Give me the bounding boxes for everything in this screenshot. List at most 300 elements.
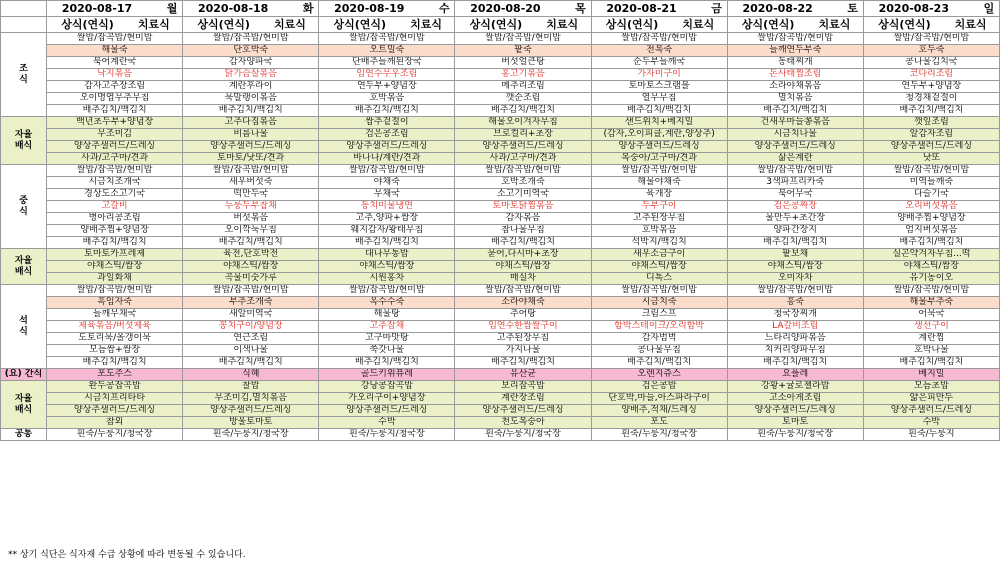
snack-menu-item: 골드키위퓨레 [319,369,455,381]
self_eve-menu-item: 방울토마토 [183,417,319,429]
self_eve-label: 자율 배식 [1,381,47,429]
breakfast-menu-item: 배추김치/백김치 [727,105,863,117]
dinner-menu-item: 쌀밥/잡곡밥/현미밥 [863,285,999,297]
self_eve-menu-item: 가오리구이+양념장 [319,393,455,405]
corner-cell [1,17,47,33]
breakfast-menu-item: 쌀밥/잡곡밥/현미밥 [591,33,727,45]
self_eve-menu-item: 강황+귤로젤라밥 [727,381,863,393]
corner-cell [1,1,47,17]
dinner-menu-item: 이색나물 [183,345,319,357]
breakfast-menu-item: 쌀밥/잡곡밥/현미밥 [863,33,999,45]
self_eve-menu-item: 토마토 [727,417,863,429]
sub-header [455,17,591,33]
dinner-menu-item: 소라야채죽 [455,297,591,309]
lunch-menu-item: 북어무국 [727,189,863,201]
dinner-menu-item: 모듬쌈+쌈장 [47,345,183,357]
self_am-menu-item: 브로컬리+초장 [455,129,591,141]
snack-row [1,369,1000,381]
lunch-menu-item: 배추김치/백김치 [455,237,591,249]
lunch-menu-item: 배추김치/백김치 [47,237,183,249]
breakfast-menu-item: 깻순조림 [455,93,591,105]
self_pm-menu-item: 팥보채 [727,249,863,261]
therapy-diet-label: 치료식 [137,18,170,31]
dinner-menu-item: 해물부추죽 [863,297,999,309]
self_eve-menu-item: 수박 [863,417,999,429]
common-menu-item: 흰죽/누룽지/청국장 [455,429,591,441]
breakfast-menu-item: 배추김치/백김치 [319,105,455,117]
self_eve-row [1,417,1000,429]
self_pm-menu-item: 야채스틱/쌈장 [455,261,591,273]
breakfast-menu-item: 콩나물김치국 [863,57,999,69]
dinner-menu-item: 감자범벅 [591,333,727,345]
lunch-menu-item: 3색파프리카죽 [727,177,863,189]
common-menu-item: 흰죽/누룽지 [863,429,999,441]
dinner-row [1,357,1000,369]
breakfast-menu-item: 오트밀죽 [319,45,455,57]
lunch-menu-item: 배추김치/백김치 [183,237,319,249]
weekday-text: 금 [711,2,722,15]
date-text: 2020-08-18 [197,2,269,15]
breakfast-menu-item: 연두부+양념장 [319,81,455,93]
self_pm-row [1,261,1000,273]
snack-menu-item: 식혜 [183,369,319,381]
dinner-menu-item: 시금치죽 [591,297,727,309]
self_pm-menu-item: 시원홍차 [319,273,455,285]
self_am-menu-item: 사과/고구마/견과 [47,153,183,165]
self_eve-menu-item: 천도복숭아 [455,417,591,429]
self_pm-menu-item: 실곤약겨자무침...떡 [863,249,999,261]
lunch-menu-item: 석박지/백김치 [591,237,727,249]
dinner-menu-item: 쌀밥/잡곡밥/현미밥 [727,285,863,297]
dinner-menu-item: 쌀밥/잡곡밥/현미밥 [591,285,727,297]
self_eve-menu-item: 모듬초밥 [863,381,999,393]
dinner-menu-item: 쌀밥/잡곡밥/현미밥 [319,285,455,297]
dinner-menu-item: 콩나물무침 [591,345,727,357]
breakfast-row [1,69,1000,81]
common-menu-item: 흰죽/누룽지/청국장 [319,429,455,441]
dinner-menu-item: 연근조림 [183,333,319,345]
dinner-menu-item: 배추김치/백김치 [727,357,863,369]
breakfast-menu-item: 묵말랭이볶음 [183,93,319,105]
weekday-text: 일 [983,2,995,15]
lunch-menu-item: 떡만두국 [183,189,319,201]
dinner-menu-item: 함박스테이크/오리함박 [591,321,727,333]
self_am-menu-item: 고추다짐볶음 [183,117,319,129]
lunch-menu-item: 엄지버섯볶음 [863,225,999,237]
weekday-text: 월 [166,2,178,15]
breakfast-menu-item: 순두부들깨국 [591,57,727,69]
dinner-menu-item: 치커리양파무침 [727,345,863,357]
regular-diet-label: 상식(연식) [197,18,250,31]
self_eve-menu-item: 참외 [47,417,183,429]
breakfast-menu-item: 낙지볶음 [47,69,183,81]
lunch-menu-item: 토마토닭찜볶음 [455,201,591,213]
dinner-menu-item: 쑥갓나물 [319,345,455,357]
breakfast-row [1,57,1000,69]
date-header [727,1,863,17]
dinner-menu-item: 도토리묵/올갱이묵 [47,333,183,345]
regular-diet-label: 상식(연식) [605,18,659,31]
dinner-menu-item: 크림스프 [591,309,727,321]
self_eve-menu-item: 양배추,적채/드레싱 [591,405,727,417]
dinner-menu-item: 배추김치/백김치 [47,357,183,369]
breakfast-menu-item: 계란후라이 [183,81,319,93]
self_am-menu-item: 양상추샐러드/드레싱 [455,141,591,153]
dinner-menu-item: 쌀밥/잡곡밥/현미밥 [455,285,591,297]
self_pm-menu-item: 오미자차 [727,273,863,285]
self_am-menu-item: 쌈추겉절이 [319,117,455,129]
self_eve-menu-item: 완두콩잡곡밥 [47,381,183,393]
lunch-row [1,225,1000,237]
common-menu-item: 흰죽/누룽지/청국장 [591,429,727,441]
breakfast-menu-item: 임연수무우조림 [319,69,455,81]
self_pm-menu-item: 야채스틱/쌈장 [183,261,319,273]
lunch-menu-item: 무채국 [319,189,455,201]
dinner-menu-item: 배추김치/백김치 [863,357,999,369]
self_pm-menu-item: 디톡스 [591,273,727,285]
lunch-menu-item: 쌀밥/잡곡밥/현미밥 [455,165,591,177]
self_pm-menu-item: 곡물미숫가루 [183,273,319,285]
lunch-row [1,237,1000,249]
dinner-row [1,333,1000,345]
self_am-menu-item: 복숭아/고구마/견과 [591,153,727,165]
self_eve-menu-item: 무조미김,멸치볶음 [183,393,319,405]
footnote: ** 상기 식단은 식자재 수급 상황에 따라 변동될 수 있습니다. [8,550,246,560]
weekday-text: 목 [575,2,586,15]
date-text: 2020-08-19 [334,2,405,15]
breakfast-menu-item: 단호박죽 [183,45,319,57]
lunch-menu-item: 양배추찜+양념장 [863,213,999,225]
date-text: 2020-08-22 [742,2,813,15]
regular-diet-label: 상식(연식) [741,18,795,31]
dinner-menu-item: 배추김치/백김치 [455,357,591,369]
breakfast-menu-item: 배추김치/백김치 [591,105,727,117]
breakfast-menu-item: 가자미구이 [591,69,727,81]
dinner-menu-item: 추어탕 [455,309,591,321]
lunch-menu-item: 오이깍둑무침 [183,225,319,237]
lunch-menu-item: 양배추찜+양념장 [47,225,183,237]
dinner-menu-item: 고추잡채 [319,321,455,333]
lunch-menu-item: 동치미물냉면 [319,201,455,213]
lunch-menu-item: 고갈비 [47,201,183,213]
breakfast-row [1,33,1000,45]
date-text: 2020-08-17 [61,2,133,15]
lunch-menu-item: 새우버섯죽 [183,177,319,189]
lunch-menu-item: 쌀밥/잡곡밥/현미밥 [319,165,455,177]
date-header [47,1,183,17]
lunch-menu-item: 감자볶음 [455,213,591,225]
self_am-menu-item: 해물오이겨자무침 [455,117,591,129]
breakfast-menu-item: 배추김치/백김치 [47,105,183,117]
lunch-row [1,165,1000,177]
lunch-menu-item: 육개장 [591,189,727,201]
weekday-text: 토 [847,2,859,15]
lunch-menu-item: 물만두+초간장 [727,213,863,225]
breakfast-menu-item: 홍고기볶음 [455,69,591,81]
lunch-menu-item: 쌀밥/잡곡밥/현미밥 [863,165,999,177]
self_pm-menu-item: 야채스틱/쌈장 [727,261,863,273]
dinner-row [1,309,1000,321]
breakfast-menu-item: 해물죽 [47,45,183,57]
self_am-row [1,153,1000,165]
dinner-menu-item: 느타리양파볶음 [727,333,863,345]
weekday-text: 수 [439,2,450,15]
lunch-row [1,177,1000,189]
self_pm-menu-item: 야채스틱/쌈장 [591,261,727,273]
self_pm-menu-item: 야채스틱/쌈장 [47,261,183,273]
breakfast-row [1,93,1000,105]
breakfast-menu-item: 청경채겉절이 [863,93,999,105]
lunch-menu-item: 웨지감자/왕태무침 [319,225,455,237]
dinner-row [1,321,1000,333]
self_pm-menu-item: 육전,단호박전 [183,249,319,261]
self_am-row [1,129,1000,141]
self_am-menu-item: 양상추샐러드/드레싱 [727,141,863,153]
breakfast-menu-item: 닭가슴살볶음 [183,69,319,81]
lunch-menu-item: 누룽두부찹채 [183,201,319,213]
therapy-diet-label: 치료식 [410,18,442,31]
snack-menu-item: 유산균 [455,369,591,381]
lunch-row [1,201,1000,213]
lunch-menu-item: 배추김치/백김치 [863,237,999,249]
snack-menu-item: 베지밀 [863,369,999,381]
date-header-row [1,1,1000,17]
breakfast-menu-item: 전복죽 [591,45,727,57]
dinner-row [1,285,1000,297]
dinner-menu-item: 배추김치/백김치 [183,357,319,369]
self_am-row [1,141,1000,153]
lunch-row [1,213,1000,225]
self_eve-menu-item: 찰밥 [183,381,319,393]
dinner-menu-item: 어묵국 [863,309,999,321]
dinner-menu-item: 계란찜 [863,333,999,345]
self_am-menu-item: 양상추샐러드/드레싱 [319,141,455,153]
breakfast-menu-item: 쌀밥/잡곡밥/현미밥 [727,33,863,45]
date-text: 2020-08-21 [606,2,677,15]
sub-header [863,17,999,33]
self_eve-menu-item: 시금치프리타타 [47,393,183,405]
dinner-menu-item: 흑임자죽 [47,297,183,309]
lunch-menu-item: 참나물무침 [455,225,591,237]
self_am-menu-item: 양상추샐러드/드레싱 [47,141,183,153]
lunch-menu-item: 오리버섯볶음 [863,201,999,213]
breakfast-label: 조 식 [1,33,47,117]
snack-menu-item: 포도주스 [47,369,183,381]
self_am-menu-item: 건새우마늘쫑볶음 [727,117,863,129]
lunch-menu-item: 검은콩짜장 [727,201,863,213]
date-header [183,1,319,17]
self_eve-menu-item: 포도 [591,417,727,429]
self_am-menu-item: 삶은계란 [727,153,863,165]
dinner-menu-item: 흥죽 [727,297,863,309]
lunch-menu-item: 시금치조개국 [47,177,183,189]
sub-header [47,17,183,33]
self_eve-menu-item: 양상추샐러드/드레싱 [455,405,591,417]
lunch-menu-item: 소고기미역국 [455,189,591,201]
self_pm-menu-item: 야채스틱/쌈장 [319,261,455,273]
breakfast-menu-item: 오이명엽무추무침 [47,93,183,105]
self_eve-menu-item: 양상추샐러드/드레싱 [319,405,455,417]
date-header [863,1,999,17]
dinner-menu-item: 호박나물 [863,345,999,357]
common-menu-item: 흰죽/누룽지/청국장 [47,429,183,441]
lunch-menu-item: 병아리콩조림 [47,213,183,225]
breakfast-row [1,105,1000,117]
breakfast-menu-item: 쌀밥/잡곡밥/현미밥 [183,33,319,45]
regular-diet-label: 상식(연식) [469,18,523,31]
dinner-menu-item: 쌀밥/잡곡밥/현미밥 [47,285,183,297]
dinner-menu-item: 가지나물 [455,345,591,357]
lunch-menu-item: 고추된장무침 [591,213,727,225]
self_pm-row [1,249,1000,261]
self_pm-menu-item: 대나무통밥 [319,249,455,261]
self_pm-menu-item: 매실차 [455,273,591,285]
self_am-menu-item: (감자,오이피클,계란,양상추) [591,129,727,141]
lunch-menu-item: 해물야채죽 [591,177,727,189]
dinner-menu-item: 해물탕 [319,309,455,321]
lunch-menu-item: 미역들깨죽 [863,177,999,189]
breakfast-menu-item: 메추리조림 [455,81,591,93]
lunch-menu-item: 양파간장지 [727,225,863,237]
dinner-row [1,345,1000,357]
self_eve-menu-item: 양상추샐러드/드레싱 [863,405,999,417]
self_am-menu-item: 사과/고구마/견과 [455,153,591,165]
self_pm-label: 자율 배식 [1,249,47,285]
breakfast-menu-item: 동태찌개 [727,57,863,69]
therapy-diet-label: 치료식 [546,18,579,31]
snack-menu-item: 오렌지쥬스 [591,369,727,381]
sub-header [591,17,727,33]
dinner-menu-item: LA갈비조림 [727,321,863,333]
breakfast-menu-item: 감자양파국 [183,57,319,69]
regular-diet-label: 상식(연식) [878,18,931,31]
self_am-menu-item: 샌드위치+베지밀 [591,117,727,129]
breakfast-menu-item: 멸치볶음 [727,93,863,105]
dinner-row [1,297,1000,309]
snack-label: (요) 간식 [1,369,47,381]
self_eve-menu-item: 단호박,마늘,아스파라구이 [591,393,727,405]
dinner-menu-item: 새알미역국 [183,309,319,321]
dinner-menu-item: 생선구이 [863,321,999,333]
self_eve-menu-item: 양상추샐러드/드레싱 [47,405,183,417]
breakfast-menu-item: 열무무침 [591,93,727,105]
sub-header [319,17,455,33]
breakfast-menu-item: 배추김치/백김치 [455,105,591,117]
dinner-menu-item: 고구마맛탕 [319,333,455,345]
breakfast-menu-item: 쌀밥/잡곡밥/현미밥 [47,33,183,45]
self_am-menu-item: 토마토/낫또/견과 [183,153,319,165]
dinner-menu-item: 제육볶음/버섯제육 [47,321,183,333]
lunch-menu-item: 배추김치/백김치 [727,237,863,249]
dinner-menu-item: 고추된장무침 [455,333,591,345]
breakfast-menu-item: 코다리조림 [863,69,999,81]
self_pm-menu-item: 토마토카프레제 [47,249,183,261]
self_am-label: 자율 배식 [1,117,47,165]
lunch-menu-item: 두부구이 [591,201,727,213]
lunch-menu-item: 버섯볶음 [183,213,319,225]
dinner-menu-item: 배추김치/백김치 [591,357,727,369]
lunch-menu-item: 경상도소고기국 [47,189,183,201]
date-text: 2020-08-20 [470,2,541,15]
breakfast-menu-item: 버섯얼큰탕 [455,57,591,69]
self_eve-menu-item: 강낭콩잡곡밥 [319,381,455,393]
lunch-row [1,189,1000,201]
self_am-menu-item: 검은콩조림 [319,129,455,141]
breakfast-menu-item: 배추김치/백김치 [183,105,319,117]
breakfast-menu-item: 호두죽 [863,45,999,57]
dinner-menu-item: 들깨무채국 [47,309,183,321]
breakfast-menu-item: 팥죽 [455,45,591,57]
breakfast-menu-item: 소라야채볶음 [727,81,863,93]
therapy-diet-label: 치료식 [818,18,851,31]
self_am-menu-item: 양상추샐러드/드레싱 [863,141,999,153]
weekday-text: 화 [302,2,314,15]
self_pm-row [1,273,1000,285]
lunch-label: 중 식 [1,165,47,249]
self_eve-menu-item: 고소아게조림 [727,393,863,405]
common-label: 공통 [1,429,47,441]
self_eve-row [1,393,1000,405]
self_am-menu-item: 비름나물 [183,129,319,141]
dinner-menu-item: 옥수수죽 [319,297,455,309]
dinner-label: 석 식 [1,285,47,369]
self_eve-menu-item: 계란장조림 [455,393,591,405]
breakfast-row [1,45,1000,57]
date-text: 2020-08-23 [878,2,949,15]
self_am-menu-item: 알감자조림 [863,129,999,141]
lunch-menu-item: 쌀밥/잡곡밥/현미밥 [727,165,863,177]
self_eve-menu-item: 검은콩밥 [591,381,727,393]
regular-diet-label: 상식(연식) [333,18,387,31]
dinner-menu-item: 청국장찌개 [727,309,863,321]
lunch-menu-item: 배추김치/백김치 [319,237,455,249]
lunch-menu-item: 쌀밥/잡곡밥/현미밥 [183,165,319,177]
lunch-menu-item: 야채죽 [319,177,455,189]
self_eve-menu-item: 양상추샐러드/드레싱 [727,405,863,417]
lunch-menu-item: 고추,양파+쌈장 [319,213,455,225]
self_pm-menu-item: 새우소금구이 [591,249,727,261]
breakfast-menu-item: 북어계란국 [47,57,183,69]
sub-header [183,17,319,33]
self_pm-menu-item: 과일화채 [47,273,183,285]
date-header [319,1,455,17]
regular-diet-label: 상식(연식) [61,18,114,31]
breakfast-menu-item: 호박볶음 [319,93,455,105]
self_eve-menu-item: 보리잡곡밥 [455,381,591,393]
dinner-menu-item: 부추조개죽 [183,297,319,309]
breakfast-menu-item: 들깨연두부죽 [727,45,863,57]
sub-header-row [1,17,1000,33]
date-header [455,1,591,17]
self_am-menu-item: 무조미김 [47,129,183,141]
self_eve-menu-item: 수박 [319,417,455,429]
self_eve-row [1,381,1000,393]
lunch-menu-item: 호박볶음 [591,225,727,237]
date-header [591,1,727,17]
self_pm-menu-item: 묻어,다시마+초장 [455,249,591,261]
self_am-menu-item: 바나나/계란/견과 [319,153,455,165]
dinner-menu-item: 쌀밥/잡곡밥/현미밥 [183,285,319,297]
self_eve-row [1,405,1000,417]
self_am-menu-item: 양상추샐러드/드레싱 [591,141,727,153]
breakfast-menu-item: 토마토스크램블 [591,81,727,93]
breakfast-menu-item: 쌀밥/잡곡밥/현미밥 [455,33,591,45]
self_eve-menu-item: 양상추샐러드/드레싱 [183,405,319,417]
dinner-menu-item: 꽁치구이/양념장 [183,321,319,333]
common-menu-item: 흰죽/누룽지/청국장 [727,429,863,441]
breakfast-menu-item: 단배추들깨된장국 [319,57,455,69]
breakfast-row [1,81,1000,93]
